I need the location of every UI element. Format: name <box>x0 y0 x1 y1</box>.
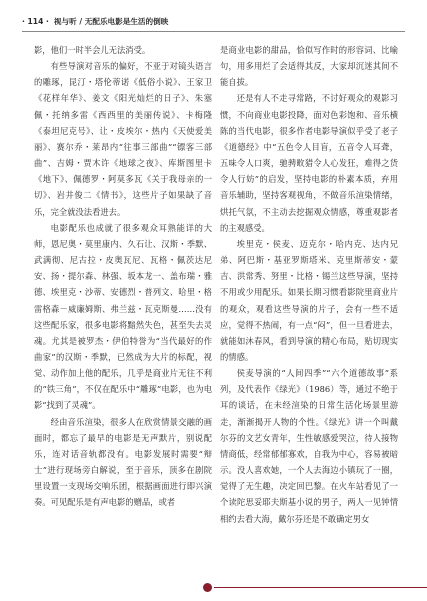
paragraph: 经由音乐渲染，很多人在欣赏情景交融的画面时，都忘了最早的电影是无声默片，别说配乐，连对话音轨都没有。电影发展时需要“辩士”进行现场旁白解说，至于音乐，顶多在剧院里设置一支现场交响乐团，根据画面进行即兴演奏。可见配乐是有声电影的赠品，或者 <box>34 416 212 508</box>
paragraph: 还是有人不走寻常路，不讨好观众的观影习惯，不向商业电影投降，面对色彩饱和、音乐横陈的当代电影，很多作者电影导演似乎受了老子《道德经》中“五色令人目盲，五音令人耳聋，五味令人口爽，驰骋畋猎令人心发狂，难得之货令人行妨”的启发，坚持电影的朴素本质，弃用音乐辅助，坚持客观视角，不做音乐渲染情绪，烘托气氛，不主动去挖掘观众情感，尊重观影者的主观感受。 <box>220 93 398 233</box>
paragraph: 有些导演对音乐的偏好，不亚于对镜头语言的雕琢，昆汀・塔伦蒂诺《低俗小说》、王家卫《花样年华》、姜文《阳光灿烂的日子》、朱塞佩・托纳多雷《西西里的美丽传说》、卡梅隆《泰坦尼克号》、让・皮埃尔・热内《天使爱美丽》、赛尔乔・莱昂内“往事三部曲”“镖客三部曲”、吉姆・贾木许《地球之夜》、库斯图里卡《地下》、佩德罗・阿莫多瓦《关于我母亲的一切》、岩井俊二《情书》，这些片子如果缺了音乐，完全就没法看进去。 <box>34 61 212 217</box>
paragraph: 侯麦导演的“人间四季”“六个道德故事”系列，及代表作《绿光》（1986）等，通过不绝于耳的谈话，在未经渲染的日常生活化场景里游走，渐渐揭开人物的个性。《绿光》讲一个叫戴尔芬的文艺女青年，生性敏感爱哭泣，待人接物情商低，经常郁郁寡欢，自我为中心，容易被暗示。没人喜欢她，一个人去海边小镇玩了一圈，觉得了无生趣，决定回巴黎。在火车站看见了一个读陀思妥耶夫斯基小说的男子，两人一见钟情相约去看大海，戴尔芬还是不敢确定男女 <box>220 368 398 524</box>
page-footer-ornament <box>0 583 427 593</box>
paragraph: 埃里克・侯麦、迈克尔・哈内克、达内兄弟、阿巴斯・基亚罗斯塔米、克里斯蒂安・蒙吉、洪常秀、努里・比格・锡兰这些导演，坚持不用或少用配乐。如果长期习惯看影院里商业片的观众，观看这些导演的片子，会有一些不适应，觉得不热闹，有一点“闷”，但一旦看进去，就能如沐春风，看到导演的精心布局，贴切现实的情感。 <box>220 238 398 362</box>
paragraph: 是商业电影的甜品，恰似写作时的形容词、比喻句，用多用烂了会适得其反，大家却沉迷其间不能自拔。 <box>220 45 398 88</box>
page-number: · 114 · <box>22 16 49 26</box>
running-title: 视与听 / 无配乐电影是生活的倒映 <box>53 16 169 26</box>
paragraph: 影，他们一时半会儿无法消受。 <box>34 45 151 55</box>
header-rule <box>22 31 405 32</box>
left-column <box>34 42 212 511</box>
running-header <box>22 14 405 28</box>
right-column <box>220 42 398 527</box>
footer-dot <box>203 583 212 592</box>
footer-rule-right <box>214 587 427 588</box>
paragraph: 电影配乐也成就了很多观众耳熟能详的大师，恩尼奥・莫里康内、久石让、汉斯・季默、武满彻、尼古拉・皮奥瓦尼、瓦格・佩茨达尼安、扬・提尔森、林强、坂本龙一、盖布瑞・雅德、埃里克・沙蒂、安德烈・普列文、哈里・格雷格森－威廉姆斯、弗兰兹・瓦克斯曼……没有这些配乐家，很多电影将黯然失色，甚至失去灵魂。尤其是被罗杰・伊伯特誉为“当代最好的作曲家”的汉斯・季默，已然成为大片的标配，视觉、动作加上他的配乐，几乎是商业片无往不利的“铁三角”，不仅在配乐中“雕琢”电影，也为电影“找到了灵魂”。 <box>34 222 212 411</box>
